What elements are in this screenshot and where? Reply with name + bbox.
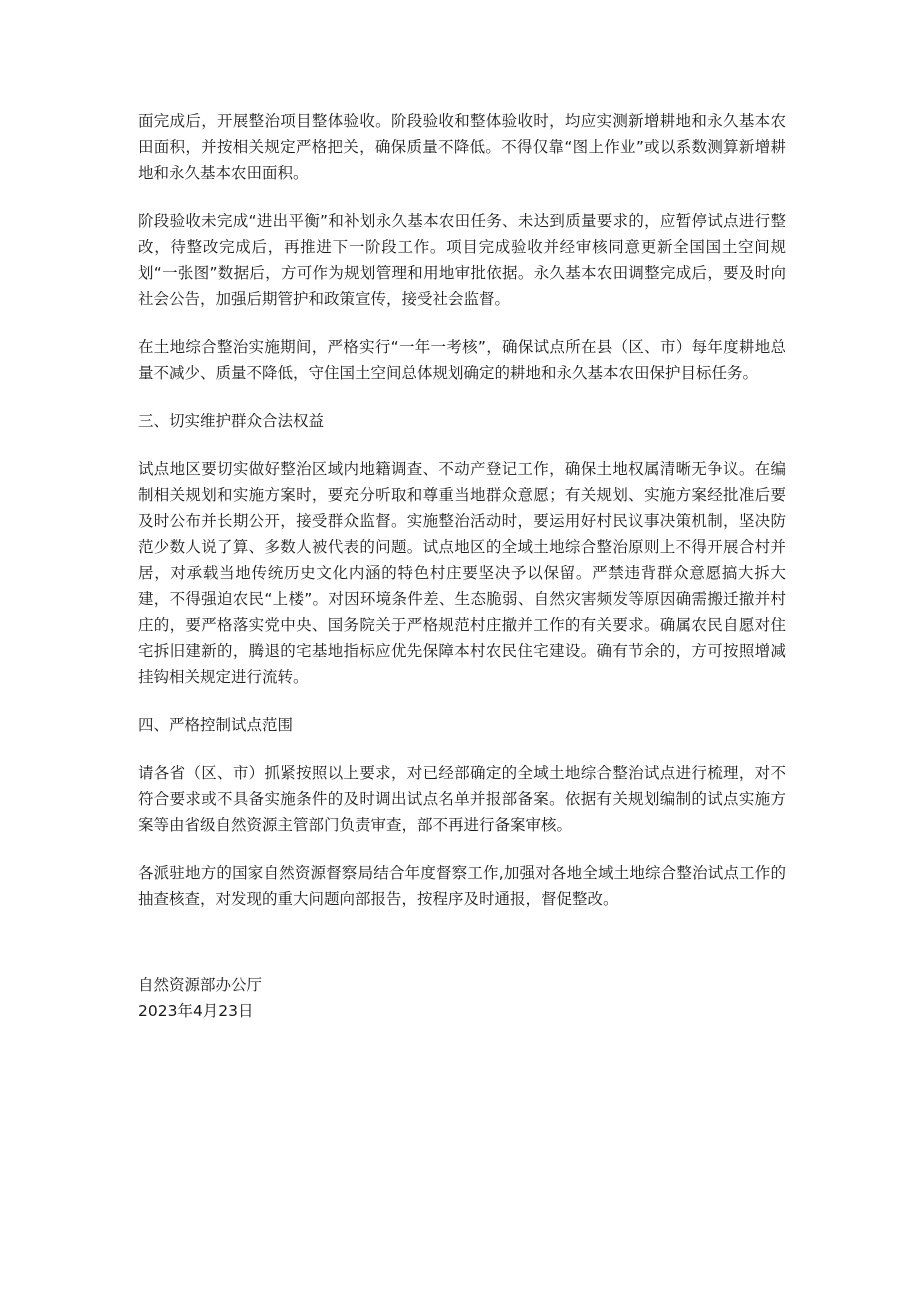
document-body xyxy=(138,108,786,1024)
section-heading-3: 三、切实维护群众合法权益 xyxy=(138,412,325,430)
paragraph-acceptance: 面完成后，开展整治项目整体验收。阶段验收和整体验收时，均应实测新增耕地和永久基本农田面积，并按相关规定严格把关，确保质量不降低。不得仅靠“图上作业”或以系数测算新增耕地和永久基本农田面积。 xyxy=(138,112,786,182)
paragraph-stage-acceptance: 阶段验收未完成“进出平衡”和补划永久基本农田任务、未达到质量要求的，应暂停试点进行整改，待整改完成后，再推进下一阶段工作。项目完成验收并经审核同意更新全国国土空间规划“一张图”数据后，方可作为规划管理和用地审批依据。永久基本农田调整完成后，要及时向社会公告，加强后期管护和政策宣传，接受社会监督。 xyxy=(138,212,786,308)
paragraph-scope-review: 请各省（区、市）抓紧按照以上要求，对已经部确定的全域土地综合整治试点进行梳理，对不符合要求或不具备实施条件的及时调出试点名单并报部备案。依据有关规划编制的试点实施方案等由省级自然资源主管部门负责审查，部不再进行备案审核。 xyxy=(138,764,786,834)
paragraph-annual-assessment: 在土地综合整治实施期间，严格实行“一年一考核”，确保试点所在县（区、市）每年度耕地总量不减少、质量不降低，守住国土空间总体规划确定的耕地和永久基本农田保护目标任务。 xyxy=(138,338,786,382)
issue-date: 2023年4月23日 xyxy=(138,1002,254,1020)
section-heading-4: 四、严格控制试点范围 xyxy=(138,716,294,734)
issuing-office: 自然资源部办公厅 xyxy=(138,976,263,994)
signature-block xyxy=(138,972,786,1024)
paragraph-protect-rights: 试点地区要切实做好整治区域内地籍调查、不动产登记工作，确保土地权属清晰无争议。在编制相关规划和实施方案时，要充分听取和尊重当地群众意愿；有关规划、实施方案经批准后要及时公布并长期公开，接受群众监督。实施整治活动时，要运用好村民议事决策机制，坚决防范少数人说了算、多数人被代表的问题。试点地区的全域土地综合整治原则上不得开展合村并居，对承载当地传统历史文化内涵的特色村庄要坚决予以保留。严禁违背群众意愿搞大拆大建，不得强迫农民“上楼”。对因环境条件差、生态脆弱、自然灾害频发等原因确需搬迁撤并村庄的，要严格落实党中央、国务院关于严格规范村庄撤并工作的有关要求。确属农民自愿对住宅拆旧建新的，腾退的宅基地指标应优先保障本村农民住宅建设。确有节余的，方可按照增减挂钩相关规定进行流转。 xyxy=(138,460,786,686)
paragraph-supervision: 各派驻地方的国家自然资源督察局结合年度督察工作,加强对各地全域土地综合整治试点工作的抽查核查，对发现的重大问题向部报告，按程序及时通报，督促整改。 xyxy=(138,864,786,908)
